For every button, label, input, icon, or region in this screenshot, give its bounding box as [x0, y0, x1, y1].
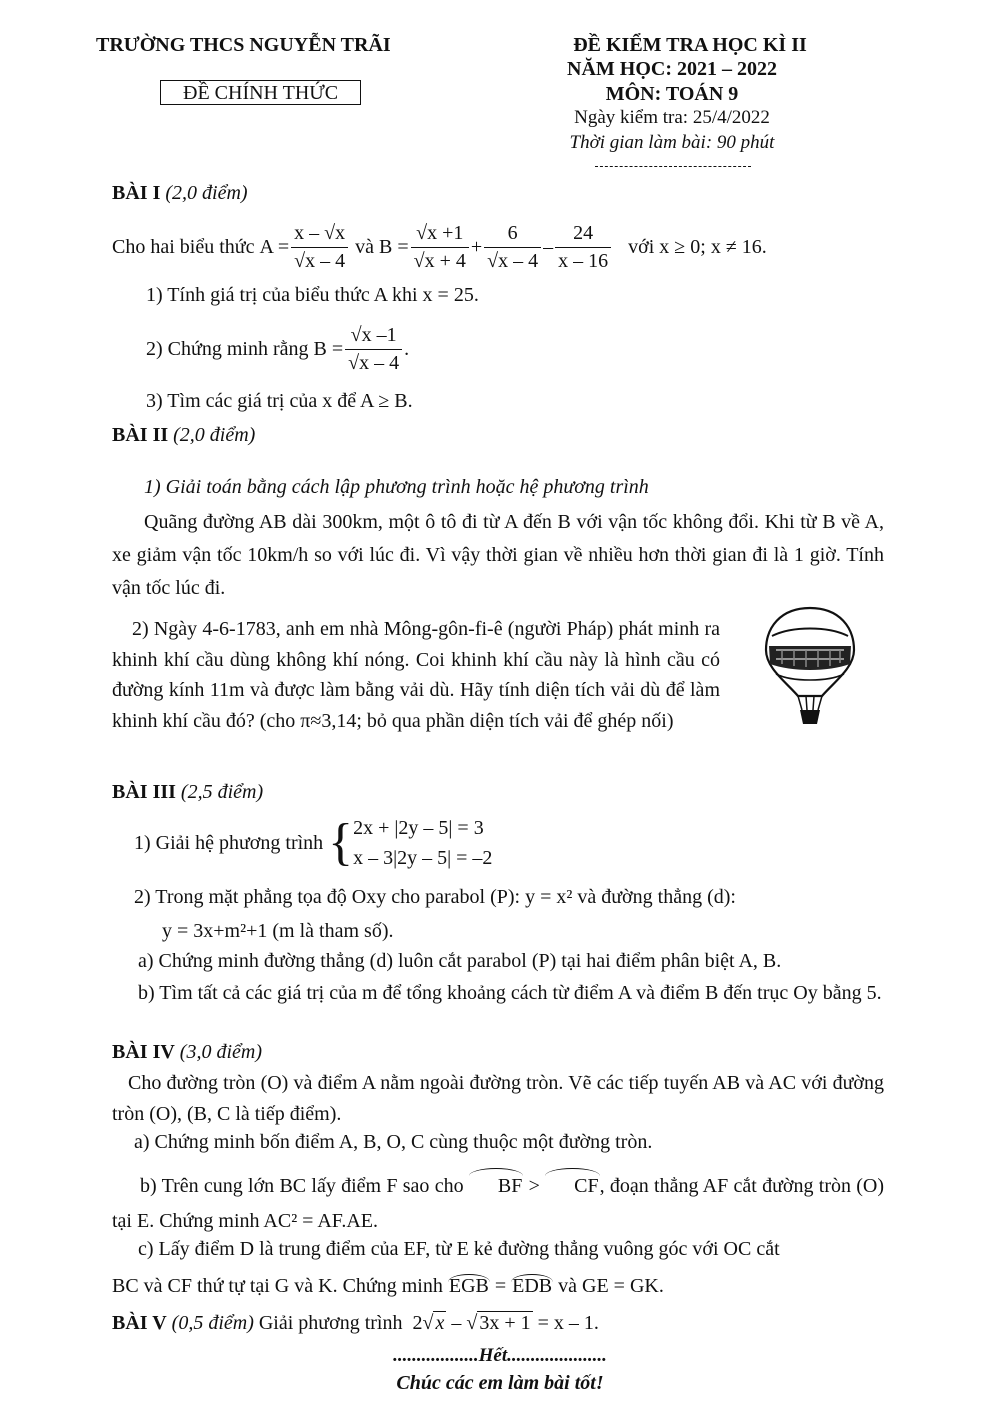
bai4-qc-pre: BC và CF thứ tự tại G và K. Chứng minh [112, 1275, 443, 1297]
expr-B-term2 [484, 222, 541, 273]
equation-system [353, 813, 492, 873]
bai2-points: (2,0 điểm) [173, 424, 256, 446]
system-brace-icon: { [328, 814, 354, 871]
bai1-expressions: Cho hai biểu thức A = $\frac{x - √x}{√x - 4}$ và B = $\frac{√x +1}{√x + 4}$ + $\frac{6}{√x - 4}$ – $\frac{24}{x - 16}$ với x ≥ 0; x ≠ 16. [112, 221, 767, 272]
official-badge [160, 82, 361, 105]
equation-1: 2x + |2y – 5| = 3 [353, 817, 484, 839]
bai3-q1 [134, 810, 492, 876]
angle-egb: EGB [448, 1275, 489, 1297]
bai4-qc-line2 [112, 1274, 664, 1298]
exam-date: Ngày kiểm tra: 25/4/2022 [574, 107, 770, 128]
exam-title: ĐỀ KIỂM TRA HỌC KÌ II [573, 34, 807, 56]
bai5-radicand-2: 3x + 1 [479, 1312, 531, 1334]
bai5-rhs: = x – 1. [537, 1312, 599, 1334]
bai1-cond-prefix: với [628, 235, 655, 258]
bai5-title: BÀI V [112, 1312, 167, 1334]
expr-A-numerator: x – √x [291, 222, 348, 248]
expr-B-term1-den: √x + 4 [413, 249, 466, 272]
bai1-points: (2,0 điểm) [165, 182, 248, 204]
bai3-title: BÀI III [112, 781, 176, 803]
arc-cf: CF [545, 1168, 599, 1204]
hot-air-balloon-icon [762, 604, 858, 730]
bai4-qb-gt: > [528, 1175, 540, 1197]
bai5-text: Giải phương trình [258, 1312, 403, 1334]
bai4-qc-eq: = [494, 1275, 507, 1297]
expr-A-denominator: √x – 4 [294, 249, 346, 272]
bai4-qa: a) Chứng minh bốn điểm A, B, O, C cùng thuộc một đường tròn. [134, 1131, 653, 1153]
bai1-q2-lhs: B = [313, 337, 344, 360]
sqrt-icon: √ [466, 1312, 478, 1334]
bai1-q3: 3) Tìm các giá trị của x để A ≥ B. [146, 390, 413, 412]
official-badge-label: ĐỀ CHÍNH THỨC [160, 80, 361, 105]
bai2-q1-text: Quãng đường AB dài 300km, một ô tô đi từ A đến B với vận tốc không đổi. Khi từ B về A, xe giảm vận tốc 10km/h so với lúc đi. Vì vậy thời gian về nhiều hơn thời gian đi là 1 giờ. Tính vận tốc lúc đi. [112, 511, 884, 599]
expr-B-term2-den: √x – 4 [487, 249, 539, 272]
expr-A-lhs: A = [259, 235, 290, 258]
bai1-q2: 2) Chứng minh rằng B = $\frac{√x -1}{√x - 4}$ . [146, 323, 410, 374]
bai1-intro: Cho hai biểu thức [112, 235, 255, 258]
arc-bf: BF [469, 1168, 523, 1204]
bai1-q2-fraction [345, 324, 402, 375]
bai5-line [112, 1312, 599, 1335]
bai1-conj: và [355, 235, 374, 258]
bai3-q2-line1: 2) Trong mặt phẳng tọa độ Oxy cho parabol (P): y = x² và đường thẳng (d): [134, 886, 736, 908]
sqrt-icon: √ [422, 1312, 434, 1334]
bai4-title: BÀI IV [112, 1041, 175, 1063]
bai5-points: (0,5 điểm) [171, 1312, 254, 1334]
bai5-radicand-1: x [435, 1312, 445, 1334]
bai5-minus: – [451, 1312, 462, 1334]
school-year: NĂM HỌC: 2021 – 2022 [567, 58, 777, 80]
bai3-q2b: b) Tìm tất cả các giá trị của m để tổng khoảng cách từ điểm A và điểm B đến trục Oy bằng 5. [138, 982, 882, 1004]
bai4-qc-post: và GE = GK. [558, 1275, 664, 1297]
expr-B-term2-num: 6 [484, 222, 541, 248]
bai1-condition: x ≥ 0; x ≠ 16. [659, 235, 767, 258]
bai2-q1-heading: 1) Giải toán bằng cách lập phương trình hoặc hệ phương trình [144, 476, 649, 498]
bai1-heading [112, 182, 248, 205]
bai3-points: (2,5 điểm) [180, 781, 264, 803]
header-divider [595, 166, 751, 167]
expr-B-lhs: B = [378, 235, 409, 258]
footer-end: ..................Hết..................... [393, 1345, 607, 1366]
expr-B-term1 [411, 222, 469, 273]
bai1-title: BÀI I [112, 182, 161, 204]
expr-B-term3 [555, 222, 611, 273]
bai2-q2-text: 2) Ngày 4-6-1783, anh em nhà Mông-gôn-fi-ê (người Pháp) phát minh ra khinh khí cầu dùng không khí nóng. Coi khinh khí cầu này là hình cầu có đường kính 11m và được làm bằng vải dù. Hãy tính diện tích vải dù để làm khinh khí cầu đó? (cho π≈3,14; bỏ qua phần diện tích vải để ghép nối) [112, 618, 720, 732]
expr-B-term1-num: √x +1 [411, 222, 469, 248]
bai4-qb-eq: AC² = AF.AE. [263, 1210, 378, 1232]
footer-wish: Chúc các em làm bài tốt! [396, 1372, 604, 1394]
school-name: TRƯỜNG THCS NGUYỄN TRÃI [96, 34, 391, 56]
bai1-q2-numerator: √x –1 [345, 324, 402, 350]
bai3-q2a: a) Chứng minh đường thẳng (d) luôn cắt parabol (P) tại hai điểm phân biệt A, B. [138, 950, 782, 972]
bai3-q2-line2: y = 3x+m²+1 (m là tham số). [162, 920, 394, 942]
equation-2: x – 3|2y – 5| = –2 [353, 847, 493, 869]
expr-B-term3-den: x – 16 [558, 249, 609, 272]
bai1-q1: 1) Tính giá trị của biểu thức A khi x = 25. [146, 284, 479, 306]
bai4-qb [112, 1168, 884, 1239]
bai5-coef: 2 [412, 1312, 423, 1334]
bai4-qb-mid: , đoạn thẳng AF cắt đường tròn (O) tại E. Chứng minh [112, 1175, 885, 1232]
exam-duration: Thời gian làm bài: 90 phút [569, 132, 775, 153]
bai2-title: BÀI II [112, 424, 169, 446]
bai1-q2-denominator: √x – 4 [348, 351, 400, 374]
bai3-heading [112, 781, 263, 804]
expr-A-fraction [291, 222, 348, 273]
expr-B-term3-num: 24 [555, 222, 611, 248]
subject: MÔN: TOÁN 9 [605, 83, 739, 105]
bai4-points: (3,0 điểm) [179, 1041, 262, 1063]
bai4-intro: Cho đường tròn (O) và điểm A nằm ngoài đường tròn. Vẽ các tiếp tuyến AB và AC với đường tròn (O), (B, C là tiếp điểm). [112, 1072, 884, 1125]
bai4-qc-line1: c) Lấy điểm D là trung điểm của EF, từ E kẻ đường thẳng vuông góc với OC cắt [138, 1238, 780, 1260]
bai2-heading [112, 424, 255, 447]
bai1-q2-prefix: 2) Chứng minh rằng [146, 337, 309, 360]
bai4-heading [112, 1041, 262, 1064]
angle-edb: EDB [512, 1275, 553, 1297]
bai3-q1-prefix: 1) Giải hệ phương trình [134, 831, 324, 854]
bai4-qb-pre: b) Trên cung lớn BC lấy điểm F sao cho [140, 1175, 464, 1197]
